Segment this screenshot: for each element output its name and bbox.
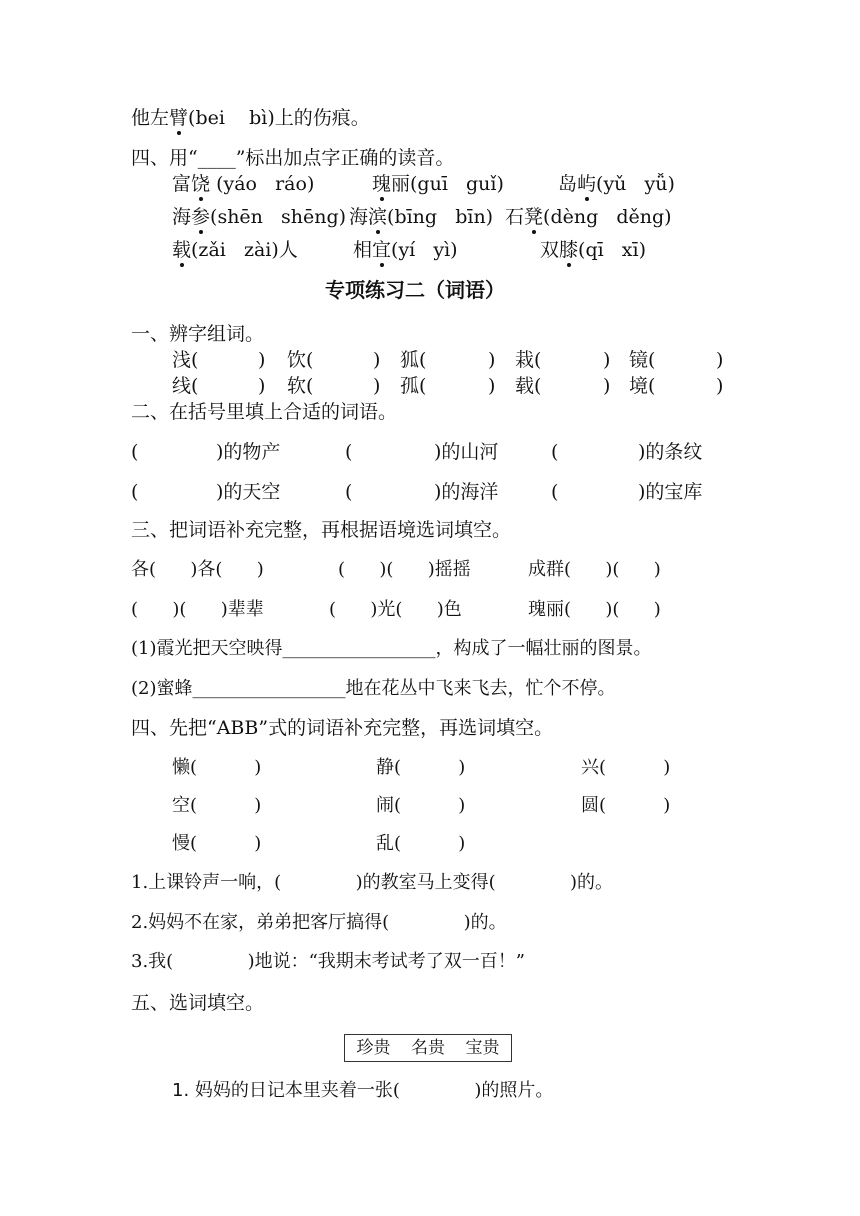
q1-close: ) <box>716 349 724 371</box>
q2-open: ( <box>345 441 353 463</box>
q3-item: ( )光( )色 <box>329 599 462 620</box>
q4-item: 圆( ) <box>581 795 671 816</box>
q2-item: )的海洋 <box>434 481 499 503</box>
question-line: 他左臂(bei bì)上的伤痕。 <box>131 107 370 129</box>
q2-item: )的山河 <box>434 441 499 463</box>
q1-close: ) <box>603 349 611 371</box>
pinyin-item: 海参(shēn shēng) <box>172 206 347 228</box>
q1-item: 栽( <box>515 349 542 371</box>
pinyin-item: 海滨(bīng bīn) <box>349 206 494 228</box>
q3-item: ( )( )辈辈 <box>131 599 264 620</box>
q4-sentence: 1.上课铃声一响，( )的教室马上变得( )的。 <box>131 872 614 893</box>
q3-heading: 三、把词语补充完整，再根据语境选词填空。 <box>131 519 512 541</box>
q1-close: ) <box>488 349 496 371</box>
q1-item: 孤( <box>400 375 427 397</box>
section-title: 专项练习二（词语） <box>325 278 505 302</box>
q4-item: 兴( ) <box>581 757 671 778</box>
pinyin-item: 双膝(qī xī) <box>540 239 647 261</box>
q2-item: )的条纹 <box>638 441 703 463</box>
q1-close: ) <box>488 375 496 397</box>
pinyin-item: 石凳(dèng děng) <box>505 206 672 228</box>
q2-open: ( <box>131 481 139 503</box>
word-choice-box: 珍贵 名贵 宝贵 <box>344 1034 512 1062</box>
pinyin-item: 瑰丽(guī guǐ) <box>372 173 504 195</box>
q3-item: 各( )各( ) <box>131 559 264 580</box>
q4-item: 乱( ) <box>376 833 466 854</box>
q2-open: ( <box>551 481 559 503</box>
q5-heading: 五、选词填空。 <box>131 992 265 1014</box>
q2-item: )的宝库 <box>638 481 703 503</box>
q1-item: 软( <box>287 375 314 397</box>
q1-close: ) <box>373 349 381 371</box>
q1-close: ) <box>603 375 611 397</box>
pinyin-item: 载(zǎi zài)人 <box>172 239 298 261</box>
q3-item: 成群( )( ) <box>528 559 661 580</box>
q1-item: 载( <box>515 375 542 397</box>
q2-heading: 二、在括号里填上合适的词语。 <box>131 401 398 423</box>
q1-close: ) <box>716 375 724 397</box>
q1-item: 狐( <box>400 349 427 371</box>
q3-item: 瑰丽( )( ) <box>528 599 661 620</box>
q4-item: 空( ) <box>172 795 262 816</box>
q1-close: ) <box>258 349 266 371</box>
q4-item: 闹( ) <box>376 795 466 816</box>
q4-heading: 四、先把“ABB”式的词语补充完整，再选词填空。 <box>131 717 554 739</box>
section-heading: 四、用“____”标出加点字正确的读音。 <box>131 147 455 169</box>
q1-item: 镜( <box>629 349 656 371</box>
q2-open: ( <box>131 441 139 463</box>
pinyin-item: 富饶 (yáo ráo) <box>172 173 315 195</box>
q5-number: 1. <box>172 1080 190 1101</box>
q5-sentence: 1. 妈妈的日记本里夹着一张( )的照片。 <box>172 1080 554 1101</box>
q1-item: 浅( <box>172 349 199 371</box>
q1-close: ) <box>373 375 381 397</box>
q2-item: )的天空 <box>216 481 281 503</box>
q3-item: ( )( )摇摇 <box>338 559 471 580</box>
q3-sentence: (1)霞光把天空映得_________________，构成了一幅壮丽的图景。 <box>131 638 652 659</box>
pinyin-item: 岛屿(yǔ yǚ) <box>558 173 675 195</box>
q3-sentence: (2)蜜蜂_________________地在花丛中飞来飞去，忙个不停。 <box>131 678 616 699</box>
q4-item: 懒( ) <box>172 757 262 778</box>
q4-item: 静( ) <box>376 757 466 778</box>
q2-open: ( <box>345 481 353 503</box>
pinyin-item: 相宜(yí yì) <box>353 239 458 261</box>
q4-sentence: 3.我( )地说：“我期末考试考了双一百！” <box>131 951 526 972</box>
q2-item: )的物产 <box>216 441 281 463</box>
q1-item: 境( <box>629 375 656 397</box>
q2-open: ( <box>551 441 559 463</box>
q4-item: 慢( ) <box>172 833 262 854</box>
q1-close: ) <box>258 375 266 397</box>
q4-sentence: 2.妈妈不在家，弟弟把客厅搞得( )的。 <box>131 912 507 933</box>
q1-item: 线( <box>172 375 199 397</box>
q1-heading: 一、辨字组词。 <box>131 323 265 345</box>
q1-item: 饮( <box>287 349 314 371</box>
dotted-char: 臂 <box>169 107 189 129</box>
